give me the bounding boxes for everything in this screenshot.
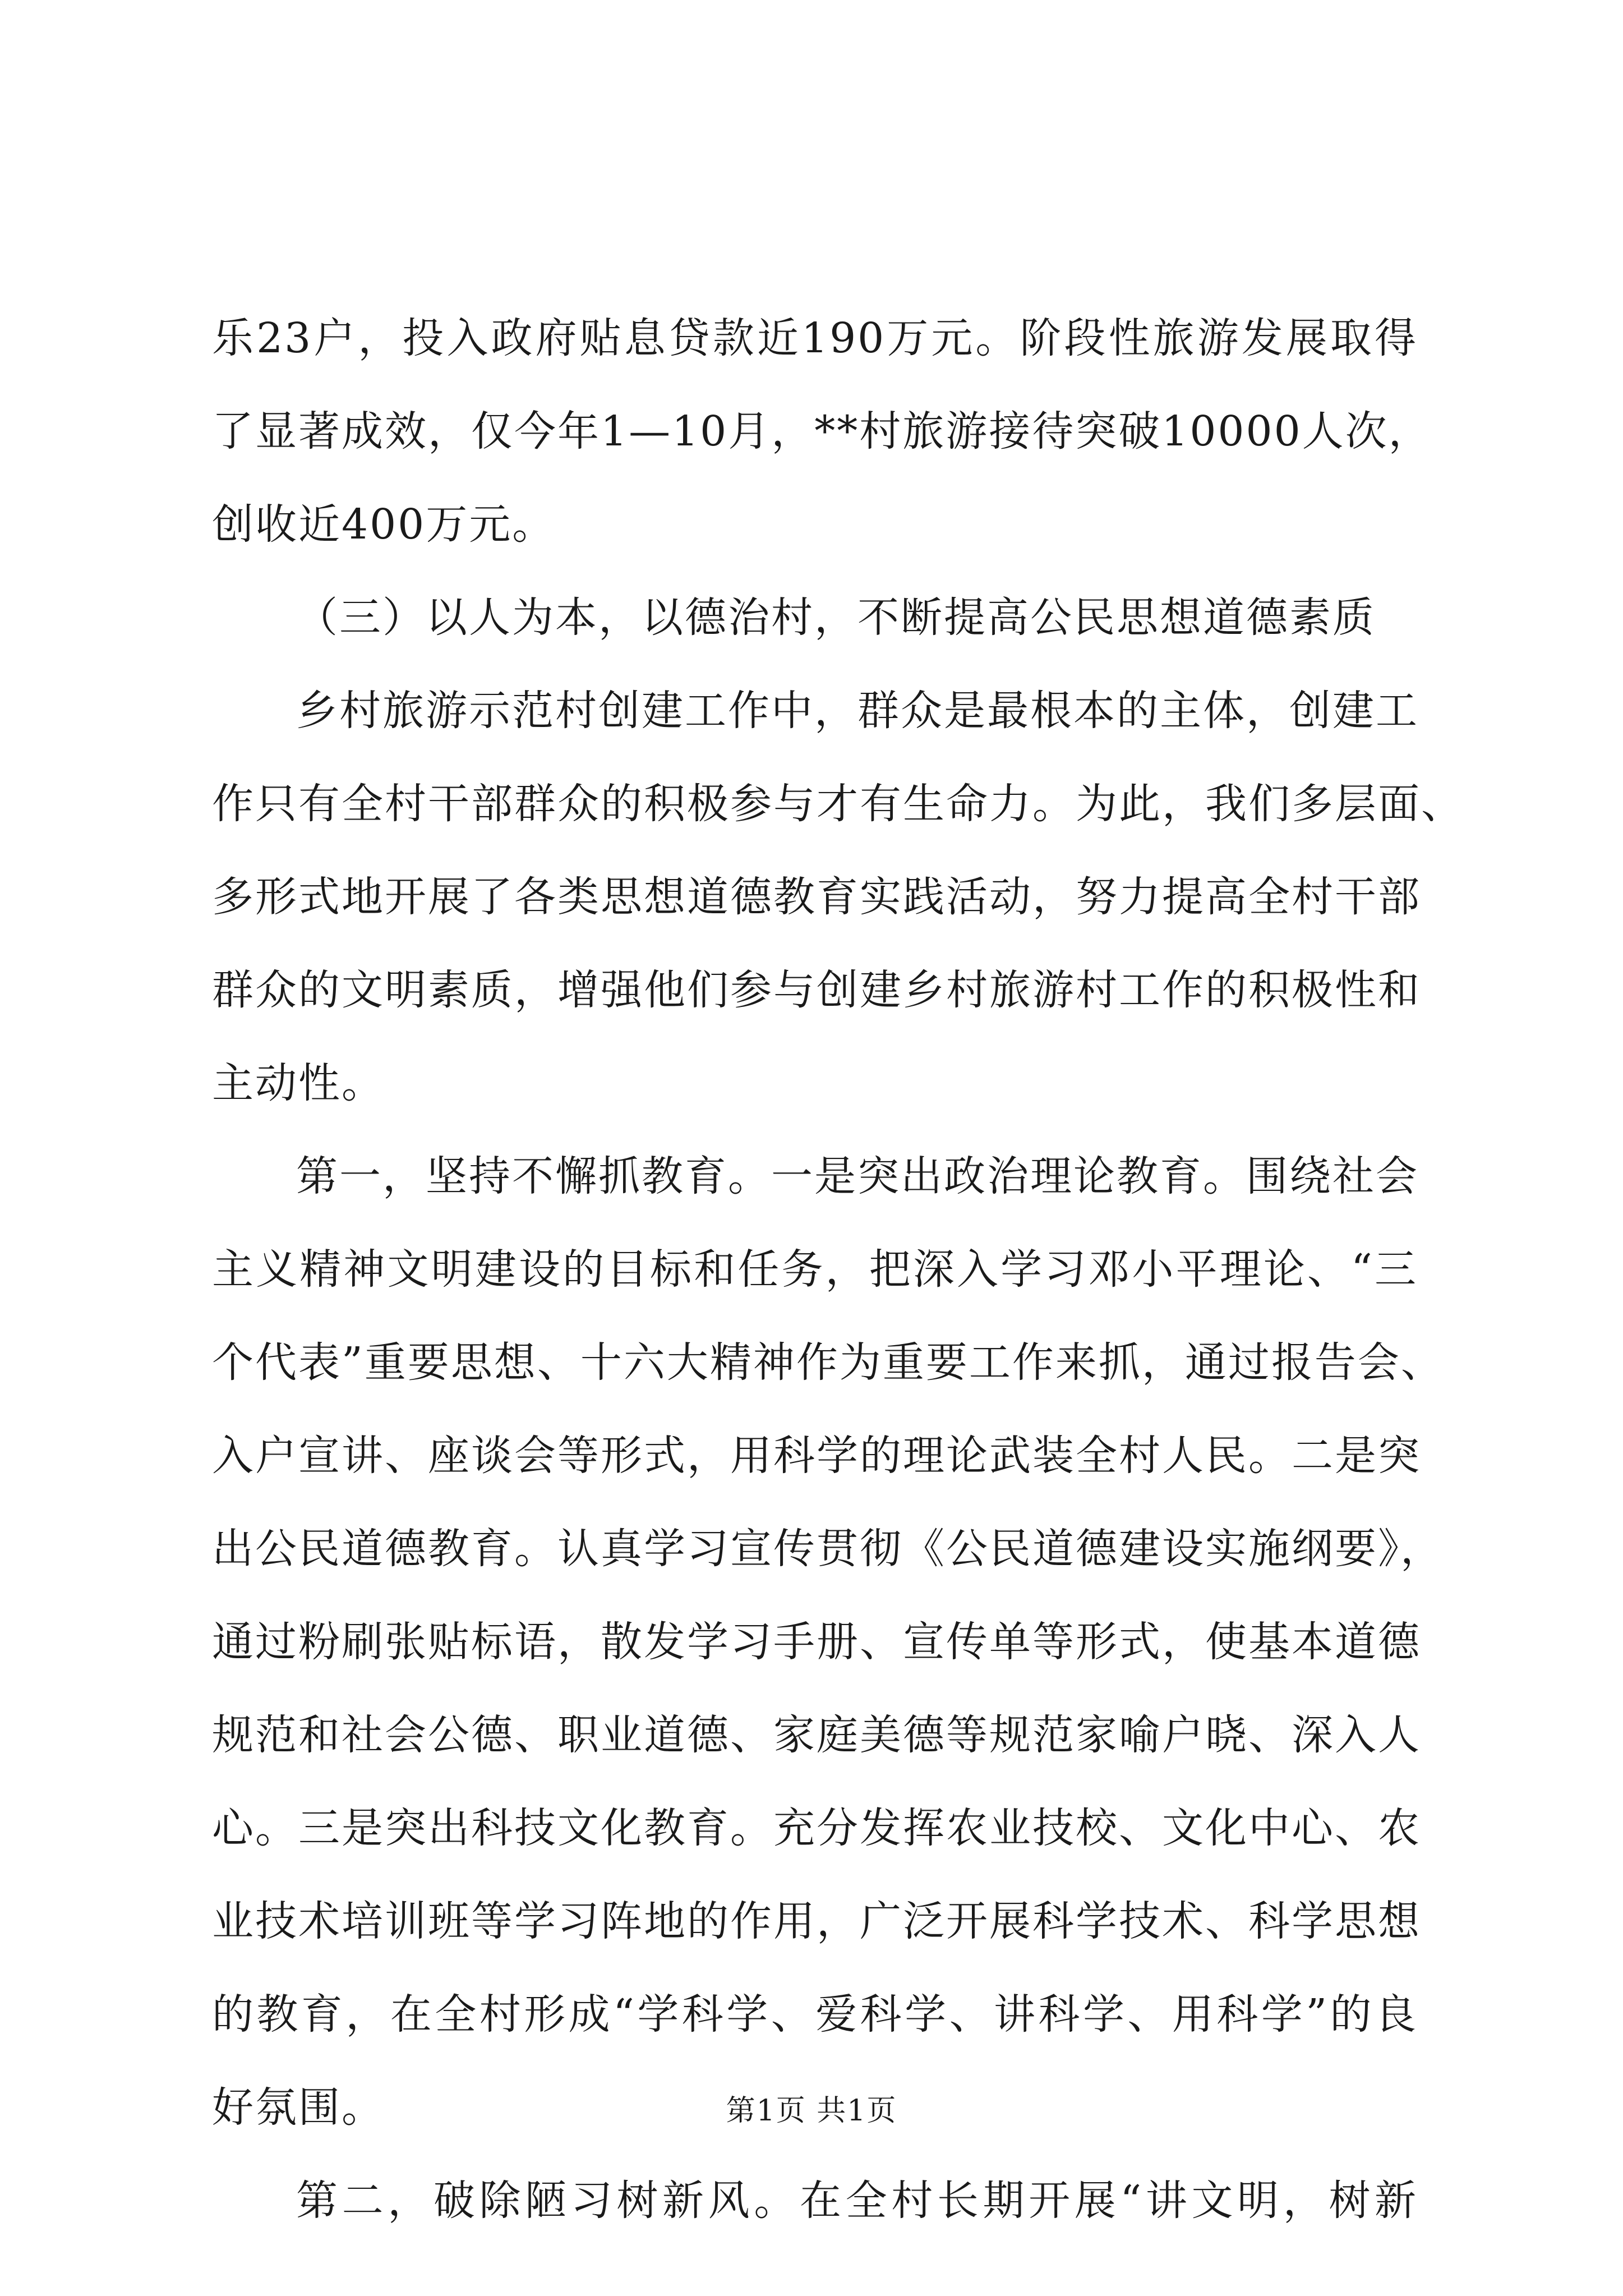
text-line: 好氛围。 xyxy=(212,2083,385,2132)
text-line: 乡村旅游示范村创建工作中，群众是最根本的主体，创建工 xyxy=(296,687,1419,735)
text-line: 的教育，在全村形成“学科学、爱科学、讲科学、用科学”的良 xyxy=(212,1990,1418,2039)
text-line: 主动性。 xyxy=(212,1059,385,1107)
text-line: 第二，破除陋习树新风。在全村长期开展“讲文明，树新 xyxy=(296,2177,1418,2225)
page-number-label: 第1页 共1页 xyxy=(726,2094,897,2128)
text-line: 了显著成效，仅今年1—10月，**村旅游接待突破10000人次， xyxy=(212,407,1432,455)
text-line: 通过粉刷张贴标语，散发学习手册、宣传单等形式，使基本道德 xyxy=(212,1618,1421,1666)
text-line: 群众的文明素质，增强他们参与创建乡村旅游村工作的积极性和 xyxy=(212,966,1421,1014)
text-line: 入户宣讲、座谈会等形式，用科学的理论武装全村人民。二是突 xyxy=(212,1432,1421,1480)
text-line: 个代表”重要思想、十六大精神作为重要工作来抓，通过报告会、 xyxy=(212,1338,1444,1387)
text-line: 规范和社会公德、职业道德、家庭美德等规范家喻户晓、深入人 xyxy=(212,1711,1421,1759)
text-line: 出公民道德教育。认真学习宣传贯彻《公民道德建设实施纲要》， xyxy=(212,1525,1444,1573)
section-heading: （三）以人为本，以德治村，不断提高公民思想道德素质 xyxy=(296,593,1376,642)
text-line: 业技术培训班等学习阵地的作用，广泛开展科学技术、科学思想 xyxy=(212,1897,1421,1945)
text-line: 主义精神文明建设的目标和任务，把深入学习邓小平理论、“三 xyxy=(212,1245,1418,1294)
text-line: 第一，坚持不懈抓教育。一是突出政治理论教育。围绕社会 xyxy=(296,1152,1419,1200)
text-line: 乐23户，投入政府贴息贷款近190万元。阶段性旅游发展取得 xyxy=(212,314,1418,362)
text-line: 创收近400万元。 xyxy=(212,500,556,549)
text-line: 多形式地开展了各类思想道德教育实践活动，努力提高全村干部 xyxy=(212,873,1421,921)
page-footer xyxy=(0,2091,1623,2131)
text-line: 心。三是突出科技文化教育。充分发挥农业技校、文化中心、农 xyxy=(212,1804,1421,1852)
document-body xyxy=(212,292,1464,2247)
text-line: 作只有全村干部群众的积极参与才有生命力。为此，我们多层面、 xyxy=(212,780,1464,828)
